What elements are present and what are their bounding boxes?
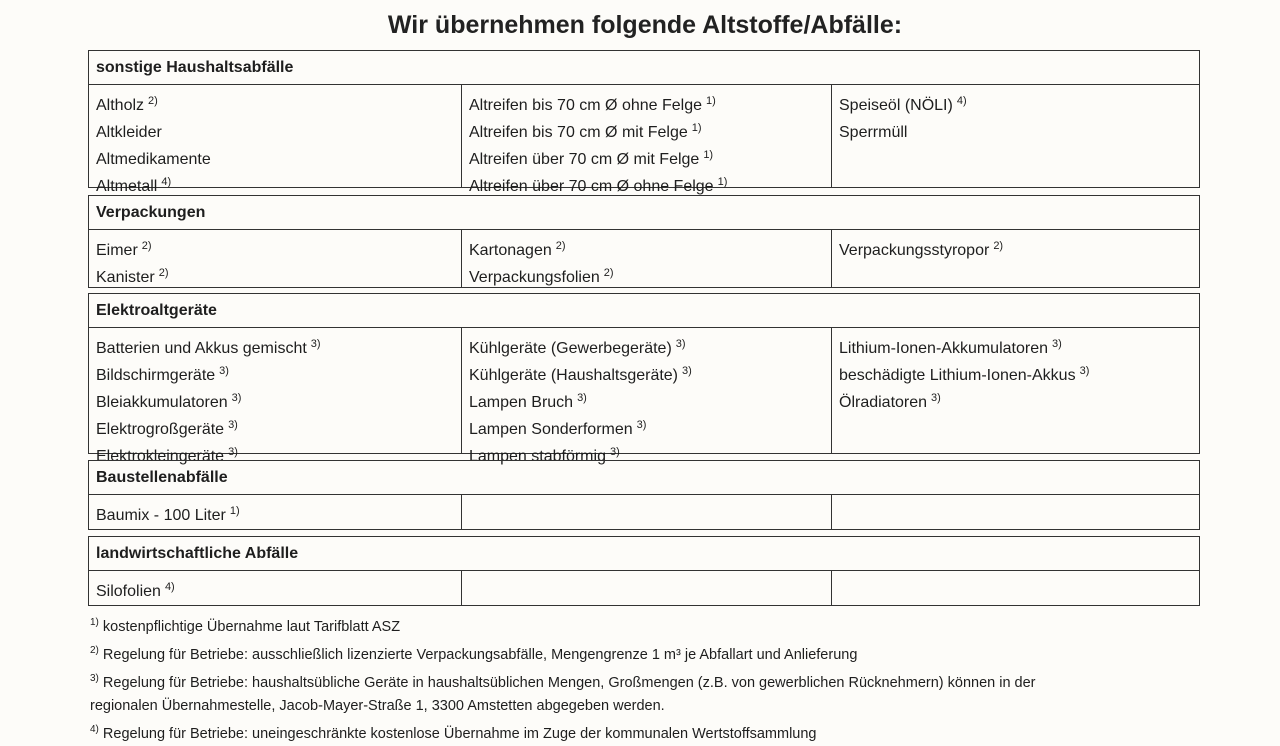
list-item: Altmedikamente [96, 151, 211, 168]
list-item: Eimer $^{2)}$ [96, 240, 152, 259]
column [461, 230, 831, 287]
list-item: Kühlgeräte (Gewerbegeräte) $^{3)}$ [469, 338, 686, 357]
section-verpackungen [88, 195, 1200, 288]
list-item: Baumix - 100 Liter $^{1)}$ [96, 505, 240, 524]
list-item: Kanister $^{2)}$ [96, 267, 169, 286]
list-item: Kartonagen $^{2)}$ [469, 240, 566, 259]
list-item: Elektrogroßgeräte $^{3)}$ [96, 419, 238, 438]
section-heading: landwirtschaftliche Abfälle [89, 537, 1199, 571]
footnote: $^{3)}$ Regelung für Betriebe: haushaltsübliche Geräte in haushaltsüblichen Mengen, Großmengen (z.B. von gewerblichen Rücknehmern) können in der [90, 673, 1036, 691]
footnote: $^{2)}$ Regelung für Betriebe: ausschließlich lizenzierte Verpackungsabfälle, Mengengrenze 1 m³ je Abfallart und Anlieferung [90, 645, 858, 663]
list-item: Verpackungsstyropor $^{2)}$ [839, 240, 1004, 259]
list-item: Ölradiatoren $^{3)}$ [839, 392, 941, 411]
list-item: Altreifen über 70 cm Ø ohne Felge $^{1)}$ [469, 176, 728, 195]
list-item: Altreifen bis 70 cm Ø mit Felge $^{1)}$ [469, 122, 702, 141]
list-item: Silofolien $^{4)}$ [96, 581, 175, 600]
column [89, 85, 461, 195]
column [461, 571, 831, 605]
column [461, 495, 831, 529]
list-item: Altholz $^{2)}$ [96, 95, 158, 114]
footnote-continuation: regionalen Übernahmestelle, Jacob-Mayer-Straße 1, 3300 Amstetten abgegeben werden. [90, 698, 665, 714]
list-item: Elektrokleingeräte $^{3)}$ [96, 446, 238, 465]
list-item: Altkleider [96, 124, 162, 141]
section-elektroaltgeraete [88, 293, 1200, 465]
list-item: Lampen Bruch $^{3)}$ [469, 392, 587, 411]
footnote: $^{1)}$ kostenpflichtige Übernahme laut Tarifblatt ASZ [90, 617, 401, 635]
list-item: Altreifen über 70 cm Ø mit Felge $^{1)}$ [469, 149, 714, 168]
section-heading: sonstige Haushaltsabfälle [89, 51, 1199, 85]
section-baustellenabfaelle [88, 460, 1200, 530]
column [89, 328, 461, 465]
column [831, 495, 1199, 529]
column [831, 230, 1199, 287]
list-item: Lampen Sonderformen $^{3)}$ [469, 419, 647, 438]
list-item: Sperrmüll [839, 124, 908, 141]
list-item: Lithium-Ionen-Akkumulatoren $^{3)}$ [839, 338, 1062, 357]
list-item: Altmetall $^{4)}$ [96, 176, 172, 195]
list-item: Lampen stabförmig $^{3)}$ [469, 446, 620, 465]
footnote: $^{4)}$ Regelung für Betriebe: uneingeschränkte kostenlose Übernahme im Zuge der kommunalen Wertstoffsammlung [90, 724, 817, 742]
list-item: beschädigte Lithium-Ionen-Akkus $^{3)}$ [839, 365, 1090, 384]
section-landwirtschaftliche-abfaelle [88, 536, 1200, 606]
column [831, 85, 1199, 187]
page-title: Wir übernehmen folgende Altstoffe/Abfälle: [387, 11, 903, 39]
column [89, 230, 461, 287]
column [89, 571, 461, 605]
list-item: Verpackungsfolien $^{2)}$ [469, 267, 614, 286]
column [831, 571, 1199, 605]
list-item: Bleiakkumulatoren $^{3)}$ [96, 392, 242, 411]
column [831, 328, 1199, 453]
section-heading: Baustellenabfälle [89, 461, 1199, 495]
section-heading: Verpackungen [89, 196, 1199, 230]
list-item: Batterien und Akkus gemischt $^{3)}$ [96, 338, 321, 357]
column [461, 85, 831, 195]
list-item: Bildschirmgeräte $^{3)}$ [96, 365, 229, 384]
column [89, 495, 461, 529]
footnotes [90, 611, 1240, 746]
list-item: Kühlgeräte (Haushaltsgeräte) $^{3)}$ [469, 365, 692, 384]
column [461, 328, 831, 465]
list-item: Altreifen bis 70 cm Ø ohne Felge $^{1)}$ [469, 95, 716, 114]
list-item: Speiseöl (NÖLI) $^{4)}$ [839, 95, 967, 114]
section-heading: Elektroaltgeräte [89, 294, 1199, 328]
section-haushaltsabfaelle [88, 50, 1200, 195]
